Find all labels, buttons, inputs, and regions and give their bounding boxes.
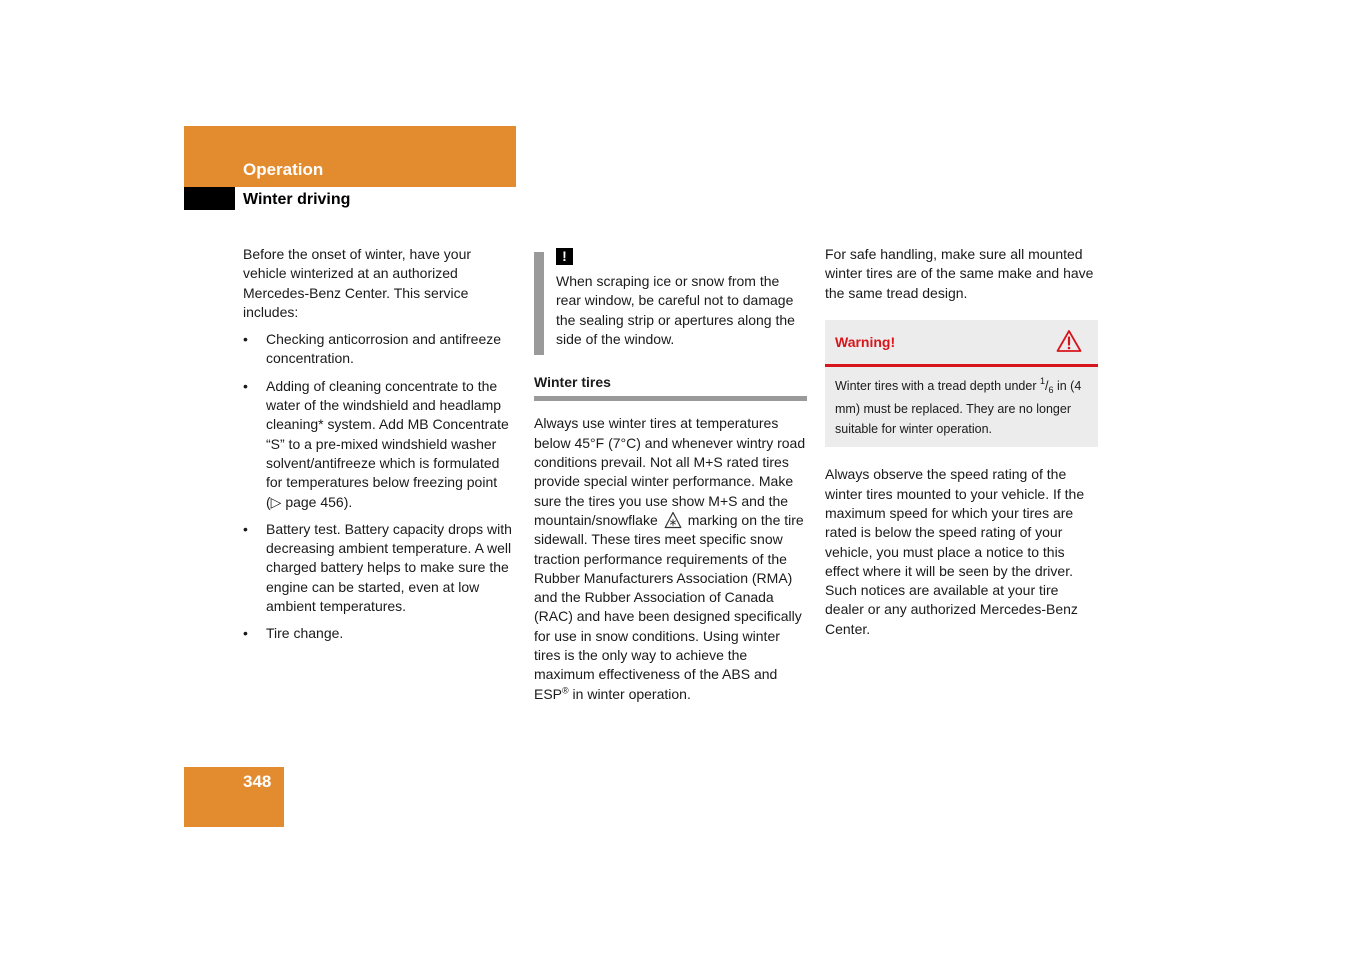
- list-item: • Tire change.: [243, 624, 515, 643]
- intro-paragraph: For safe handling, make sure all mounted winter tires are of the same make and have the same tread design.: [825, 246, 1094, 301]
- note-bar: [534, 252, 544, 355]
- list-item: • Checking anticorrosion and antifreeze concentration.: [243, 330, 515, 369]
- winter-tires-paragraph: [534, 414, 807, 703]
- list-item: • Battery test. Battery capacity drops with decreasing ambient temperature. A well charged battery helps to make sure the engine can be started, even at low ambient temperatures.: [243, 520, 515, 616]
- fraction-numerator: 1: [1039, 375, 1045, 386]
- column-2: [534, 245, 807, 704]
- paragraph-text: Always use winter tires at temperatures below 45°F (7°C) and whenever wintry road conditions prevail. Not all M+S rated tires provide special winter performance. Make sure the tires you use show M+S and the mountain/snowflake: [534, 415, 806, 528]
- speed-rating-paragraph: Always observe the speed rating of the winter tires mounted to your vehicle. If the maximum speed for which your tires are rated is below the speed rating of your vehicle, you must place a notice to this effect where it will be seen by the driver. Such notices are available at your tire dealer or any authorized Mercedes-Benz Center.: [825, 466, 1085, 637]
- page-number: 348: [243, 772, 272, 791]
- column-1: [243, 245, 515, 652]
- warning-text-part: in (4 mm) must be replaced. They are no longer suitable for winter operation.: [835, 378, 1082, 436]
- column-3: [825, 245, 1098, 639]
- section-title: Operation: [243, 160, 324, 179]
- warning-label: Warning!: [835, 333, 896, 350]
- warning-triangle-icon: [1056, 329, 1082, 353]
- warning-text-part: Winter tires with a tread depth under: [835, 378, 1040, 393]
- mountain-snowflake-icon: [664, 511, 682, 529]
- header-black-tab: [184, 187, 235, 210]
- header-band: [184, 126, 516, 187]
- intro-paragraph: Before the onset of winter, have your vehicle winterized at an authorized Mercedes-Benz Center. This service includes:: [243, 246, 472, 320]
- exclamation-icon: !: [556, 248, 573, 265]
- registered-mark: ®: [562, 684, 569, 695]
- list-item: • Adding of cleaning concentrate to the water of the windshield and headlamp cleaning* system. Add MB Concentrate “S” to a pre-mixed windshield washer solvent/antifreeze which is formulated for temperatures below freezing point (▷ page 456).: [243, 377, 515, 512]
- fraction-denominator: 6: [1048, 384, 1054, 395]
- service-list: [243, 330, 515, 643]
- fraction-separator: /: [1044, 378, 1049, 393]
- paragraph-text: in winter operation.: [568, 685, 691, 702]
- paragraph-text: marking on the tire sidewall. These tires meet specific snow traction performance requirements of the Rubber Manufacturers Association (RMA) and the Rubber Association of Canada (RAC) and have been designed specifically for use in snow conditions. Using winter tires is the only way to achieve the maximum effectiveness of the ABS and ESP: [534, 511, 804, 702]
- winter-tires-heading: Winter tires: [534, 373, 807, 401]
- caution-note: [534, 248, 807, 349]
- warning-text: [825, 367, 1098, 448]
- warning-header: [825, 320, 1098, 367]
- note-text: When scraping ice or snow from the rear window, be careful not to damage the sealing strip or apertures along the side of the window.: [556, 273, 795, 347]
- warning-box: [825, 320, 1098, 448]
- subsection-title: Winter driving: [243, 191, 351, 208]
